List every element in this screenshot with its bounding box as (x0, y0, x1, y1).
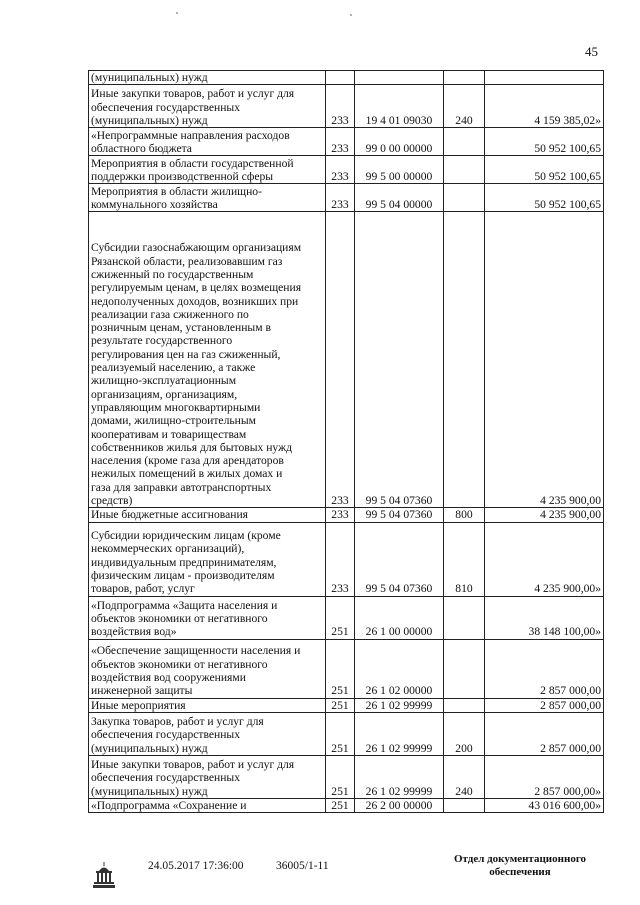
row-admin-code-cell-text: 251 (331, 698, 349, 712)
row-target-article-cell-text: 26 1 02 99999 (365, 698, 433, 712)
row-target-article-cell (355, 639, 444, 698)
row-amount-cell-text: 2 857 000,00 (540, 698, 601, 712)
row-admin-code-cell-text: 251 (331, 798, 349, 812)
table-row (89, 508, 604, 522)
row-expense-type-cell (444, 698, 485, 712)
row-name-cell-text: Мероприятия в области жилищно- коммунального хозяйства (91, 184, 262, 211)
table-row (89, 156, 604, 184)
row-amount-cell (485, 184, 604, 212)
row-target-article-cell (355, 156, 444, 184)
row-expense-type-cell (444, 755, 485, 798)
row-name-cell-text: Субсидии юридическим лицам (кроме некоммерческих организаций), индивидуальным предпринимателям, физическим лицам - производителям товаров, работ, услуг (91, 529, 281, 596)
row-admin-code-cell (326, 184, 355, 212)
table-row (89, 712, 604, 755)
row-target-article-cell-text: 26 2 00 00000 (365, 798, 433, 812)
row-amount-cell-text: 50 952 100,65 (534, 170, 601, 183)
row-name-cell (89, 596, 326, 639)
row-name-cell-text: Иные закупки товаров, работ и услуг для обеспечения государственных (муниципальных) нужд (91, 87, 295, 127)
row-expense-type-cell (444, 798, 485, 812)
row-name-cell (89, 698, 326, 712)
row-amount-cell-text: 38 148 100,00» (528, 625, 601, 639)
row-admin-code-cell (326, 596, 355, 639)
row-admin-code-cell (326, 71, 355, 85)
row-admin-code-cell-text: 233 (331, 582, 349, 596)
row-admin-code-cell (326, 712, 355, 755)
row-admin-code-cell-text: 233 (331, 114, 349, 127)
row-admin-code-cell (326, 639, 355, 698)
table-row (89, 128, 604, 156)
row-amount-cell-text: 4 235 900,00 (540, 494, 601, 507)
row-admin-code-cell-text: 251 (331, 784, 349, 798)
row-admin-code-cell-text: 233 (331, 170, 349, 183)
row-target-article-cell-text: 99 5 04 07360 (365, 508, 433, 522)
row-target-article-cell (355, 698, 444, 712)
row-amount-cell-text: 2 857 000,00 (540, 741, 601, 755)
row-name-cell (89, 522, 326, 596)
row-amount-cell (485, 698, 604, 712)
row-amount-cell (485, 522, 604, 596)
row-name-cell (89, 71, 326, 85)
row-amount-cell (485, 508, 604, 522)
row-admin-code-cell-text: 233 (331, 142, 349, 155)
row-admin-code-cell-text: 233 (331, 508, 349, 522)
row-expense-type-cell-text: 800 (455, 508, 473, 522)
document-number: 36005/1-11 (276, 860, 329, 872)
row-name-cell-text: «Подпрограмма «Сохранение и (91, 798, 247, 812)
row-name-cell (89, 508, 326, 522)
row-target-article-cell (355, 184, 444, 212)
row-name-cell-text: «Непрограммные направления расходов областного бюджета (91, 128, 290, 155)
row-target-article-cell-text: 26 1 02 99999 (365, 784, 433, 798)
row-name-cell (89, 212, 326, 508)
budget-table (88, 70, 604, 813)
row-target-article-cell (355, 508, 444, 522)
row-amount-cell-text: 50 952 100,65 (534, 198, 601, 211)
row-name-cell-text: «Подпрограмма «Защита населения и объектов экономики от негативного воздействия вод» (91, 598, 278, 639)
row-expense-type-cell-text: 810 (455, 582, 473, 596)
row-expense-type-cell (444, 522, 485, 596)
row-name-cell (89, 156, 326, 184)
row-expense-type-cell (444, 508, 485, 522)
row-amount-cell (485, 639, 604, 698)
row-expense-type-cell (444, 128, 485, 156)
row-expense-type-cell-text: 240 (455, 784, 473, 798)
scan-speck (350, 14, 352, 16)
row-target-article-cell (355, 71, 444, 85)
row-admin-code-cell (326, 85, 355, 128)
row-name-cell (89, 85, 326, 128)
row-admin-code-cell-text: 251 (331, 625, 349, 639)
row-name-cell-text: Иные мероприятия (91, 698, 186, 712)
row-target-article-cell (355, 712, 444, 755)
row-admin-code-cell-text: 251 (331, 684, 349, 698)
row-name-cell (89, 128, 326, 156)
row-target-article-cell (355, 596, 444, 639)
row-admin-code-cell (326, 698, 355, 712)
table-row (89, 798, 604, 812)
table-row (89, 85, 604, 128)
row-amount-cell-text: 4 235 900,00 (540, 508, 601, 522)
row-expense-type-cell (444, 184, 485, 212)
row-name-cell-text: Иные закупки товаров, работ и услуг для обеспечения государственных (муниципальных) нужд (91, 758, 295, 798)
table-row (89, 212, 604, 508)
row-expense-type-cell (444, 212, 485, 508)
row-expense-type-cell (444, 85, 485, 128)
row-admin-code-cell-text: 251 (331, 741, 349, 755)
row-target-article-cell-text: 99 5 04 07360 (365, 582, 433, 596)
department-stamp: Отдел документационного обеспечения (453, 853, 587, 878)
row-target-article-cell-text: 99 0 00 00000 (365, 142, 433, 155)
row-name-cell-text: Мероприятия в области государственной поддержки производственной сферы (91, 156, 294, 183)
row-amount-cell (485, 755, 604, 798)
row-expense-type-cell (444, 712, 485, 755)
row-expense-type-cell (444, 156, 485, 184)
table-row (89, 184, 604, 212)
row-amount-cell-text: 4 235 900,00» (534, 582, 601, 596)
row-amount-cell (485, 712, 604, 755)
page-number: 45 (585, 44, 598, 59)
row-amount-cell (485, 128, 604, 156)
row-amount-cell-text: 50 952 100,65 (534, 142, 601, 155)
row-admin-code-cell (326, 508, 355, 522)
row-name-cell-text: «Обеспечение защищенности населения и объектов экономики от негативного воздействия вод сооружениями инженерной защиты (91, 644, 301, 698)
row-amount-cell (485, 156, 604, 184)
row-target-article-cell (355, 755, 444, 798)
row-target-article-cell-text: 26 1 02 00000 (365, 684, 433, 698)
row-amount-cell (485, 798, 604, 812)
row-admin-code-cell (326, 522, 355, 596)
duma-building-icon (92, 860, 116, 890)
page-footer (0, 848, 640, 898)
row-amount-cell-text: 4 159 385,02» (534, 114, 601, 127)
row-target-article-cell-text: 99 5 04 00000 (365, 198, 433, 211)
table-row (89, 755, 604, 798)
row-admin-code-cell-text: 233 (331, 494, 349, 507)
row-admin-code-cell (326, 156, 355, 184)
row-name-cell (89, 639, 326, 698)
scan-speck (176, 12, 178, 14)
row-target-article-cell-text: 26 1 02 99999 (365, 741, 433, 755)
table-row (89, 698, 604, 712)
row-name-cell (89, 798, 326, 812)
row-target-article-cell (355, 522, 444, 596)
table-row (89, 522, 604, 596)
row-target-article-cell (355, 212, 444, 508)
row-admin-code-cell-text: 233 (331, 198, 349, 211)
row-amount-cell (485, 85, 604, 128)
row-target-article-cell (355, 128, 444, 156)
row-name-cell (89, 184, 326, 212)
row-admin-code-cell (326, 128, 355, 156)
table-row (89, 71, 604, 85)
row-admin-code-cell (326, 755, 355, 798)
row-name-cell-text: (муниципальных) нужд (91, 71, 208, 84)
row-expense-type-cell-text: 200 (455, 741, 473, 755)
row-target-article-cell-text: 99 5 00 00000 (365, 170, 433, 183)
row-amount-cell-text: 2 857 000,00 (540, 684, 601, 698)
stamp-datetime: 24.05.2017 17:36:00 (148, 860, 244, 872)
row-name-cell (89, 712, 326, 755)
row-target-article-cell-text: 99 5 04 07360 (365, 494, 433, 507)
row-name-cell-text: Иные бюджетные ассигнования (91, 508, 248, 522)
table-row (89, 596, 604, 639)
row-expense-type-cell (444, 596, 485, 639)
row-amount-cell-text: 43 016 600,00» (528, 798, 601, 812)
row-target-article-cell (355, 85, 444, 128)
row-admin-code-cell (326, 212, 355, 508)
row-expense-type-cell (444, 639, 485, 698)
row-expense-type-cell-text: 240 (455, 114, 473, 127)
row-target-article-cell-text: 19 4 01 09030 (365, 114, 433, 127)
row-target-article-cell (355, 798, 444, 812)
row-expense-type-cell (444, 71, 485, 85)
row-amount-cell-text: 2 857 000,00» (534, 784, 601, 798)
row-target-article-cell-text: 26 1 00 00000 (365, 625, 433, 639)
row-amount-cell (485, 71, 604, 85)
row-name-cell-text: Субсидии газоснабжающим организациям Рязанской области, реализовавшим газ сжиженный по государственным регулируемым ценам, в целях возмещения недополученных доходов, возникших при реализации газа сжиженного по розничным ценам, установленным в результате государственного регулирования цен на газ сжиженный, реализуемый населению, а также жилищно-эксплуатационным организациям, организациям, управляющим многоквартирными домами, жилищно-строительным кооперативам и товариществам собственников жилья для бытовых нужд населения (кроме газа для арендаторов нежилых помещений в жилых домах и газа для заправки автотранспортных средств) (91, 241, 302, 507)
row-amount-cell (485, 212, 604, 508)
row-name-cell-text: Закупка товаров, работ и услуг для обеспечения государственных (муниципальных) нужд (91, 715, 264, 755)
row-name-cell (89, 755, 326, 798)
row-admin-code-cell (326, 798, 355, 812)
table-row (89, 639, 604, 698)
row-amount-cell (485, 596, 604, 639)
